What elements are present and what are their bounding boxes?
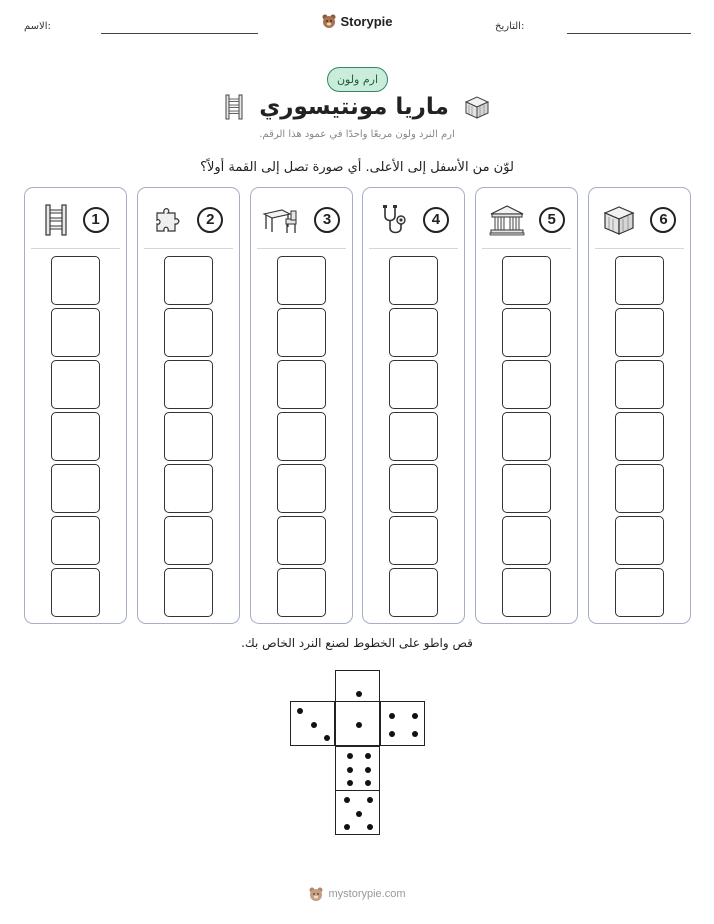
color-square[interactable] [277,516,326,565]
color-square[interactable] [502,256,551,305]
wooden-block-icon [602,204,636,236]
column-6 [588,187,691,624]
die-pip [324,735,330,741]
footer-url: mystorypie.com [328,888,406,900]
die-pip [389,731,395,737]
classical-building-icon [489,204,525,236]
die-pip [365,753,371,759]
column-header [589,200,690,240]
color-square[interactable] [164,256,213,305]
die-pip [356,722,362,728]
column-divider [31,248,120,249]
brand-logo [0,13,714,33]
die-pip [297,708,303,714]
color-square[interactable] [51,256,100,305]
column-1 [24,187,127,624]
column-header [25,200,126,240]
column-2 [137,187,240,624]
activity-badge: ارم ولون [327,67,388,92]
column-number: 3 [314,207,340,233]
color-square[interactable] [389,412,438,461]
name-label: الاسم: [24,21,51,32]
square-stack [138,256,239,617]
column-number: 4 [423,207,449,233]
column-divider [482,248,571,249]
color-square[interactable] [277,256,326,305]
color-square[interactable] [164,412,213,461]
die-face-left [290,701,335,746]
subtitle: ارم النرد ولون مربعًا واحدًا في عمود هذا الرقم. [259,129,455,140]
square-stack [589,256,690,617]
die-face-right [380,701,425,746]
wooden-block-icon [463,94,491,120]
die-face-center [335,701,380,746]
die-pip [389,713,395,719]
color-square[interactable] [615,256,664,305]
column-number: 6 [650,207,676,233]
color-square[interactable] [51,516,100,565]
school-desk-icon [262,205,300,235]
column-number: 1 [83,207,109,233]
column-4 [362,187,465,624]
footer [0,886,714,906]
square-stack [363,256,464,617]
die-pip [311,722,317,728]
die-pip [412,713,418,719]
column-number: 5 [539,207,565,233]
column-divider [595,248,684,249]
instruction: لوّن من الأسفل إلى الأعلى. أي صورة تصل إلى القمة أولاً؟ [200,160,514,175]
color-square[interactable] [164,360,213,409]
color-square[interactable] [389,360,438,409]
date-line[interactable] [567,33,691,34]
die-pip [347,753,353,759]
column-header [363,200,464,240]
bear-logo-icon [308,886,324,902]
color-square[interactable] [277,360,326,409]
die-face-lower [335,746,380,791]
die-pip [347,780,353,786]
color-square[interactable] [51,412,100,461]
color-square[interactable] [502,360,551,409]
color-square[interactable] [51,464,100,513]
color-square[interactable] [502,568,551,617]
color-square[interactable] [615,308,664,357]
color-square[interactable] [164,516,213,565]
color-square[interactable] [164,464,213,513]
square-stack [476,256,577,617]
title-row [0,94,714,120]
color-square[interactable] [389,568,438,617]
color-square[interactable] [615,464,664,513]
die-pip [344,824,350,830]
column-5 [475,187,578,624]
stethoscope-icon [379,204,409,236]
die-pip [367,824,373,830]
die-pip [365,767,371,773]
color-columns [24,187,691,624]
ladder-icon [223,94,245,120]
die-pip [367,797,373,803]
die-face-bottom [335,790,380,835]
bear-logo-icon [321,13,337,29]
die-pip [347,767,353,773]
column-divider [257,248,346,249]
column-header [251,200,352,240]
color-square[interactable] [277,568,326,617]
page-title: ماريا مونتيسوري [259,94,449,120]
color-square[interactable] [502,308,551,357]
color-square[interactable] [389,308,438,357]
name-line[interactable] [101,33,258,34]
color-square[interactable] [502,412,551,461]
square-stack [25,256,126,617]
cut-instruction: قص واطو على الخطوط لصنع النرد الخاص بك. [241,636,473,650]
column-header [476,200,577,240]
color-square[interactable] [51,568,100,617]
die-pip [412,731,418,737]
color-square[interactable] [277,308,326,357]
puzzle-piece-icon [153,205,183,235]
die-pip [356,811,362,817]
color-square[interactable] [164,568,213,617]
color-square[interactable] [277,464,326,513]
color-square[interactable] [502,516,551,565]
die-pip [344,797,350,803]
color-square[interactable] [615,360,664,409]
column-divider [144,248,233,249]
die-pip [356,691,362,697]
color-square[interactable] [164,308,213,357]
color-square[interactable] [51,308,100,357]
date-label: التاريخ: [495,21,525,32]
color-square[interactable] [389,516,438,565]
color-square[interactable] [615,516,664,565]
color-square[interactable] [502,464,551,513]
column-divider [369,248,458,249]
column-header [138,200,239,240]
color-square[interactable] [389,464,438,513]
color-square[interactable] [615,568,664,617]
die-pip [365,780,371,786]
color-square[interactable] [51,360,100,409]
color-square[interactable] [389,256,438,305]
column-number: 2 [197,207,223,233]
square-stack [251,256,352,617]
color-square[interactable] [615,412,664,461]
ladder-icon [43,204,69,236]
color-square[interactable] [277,412,326,461]
column-3 [250,187,353,624]
brand-name: Storypie [340,13,393,29]
